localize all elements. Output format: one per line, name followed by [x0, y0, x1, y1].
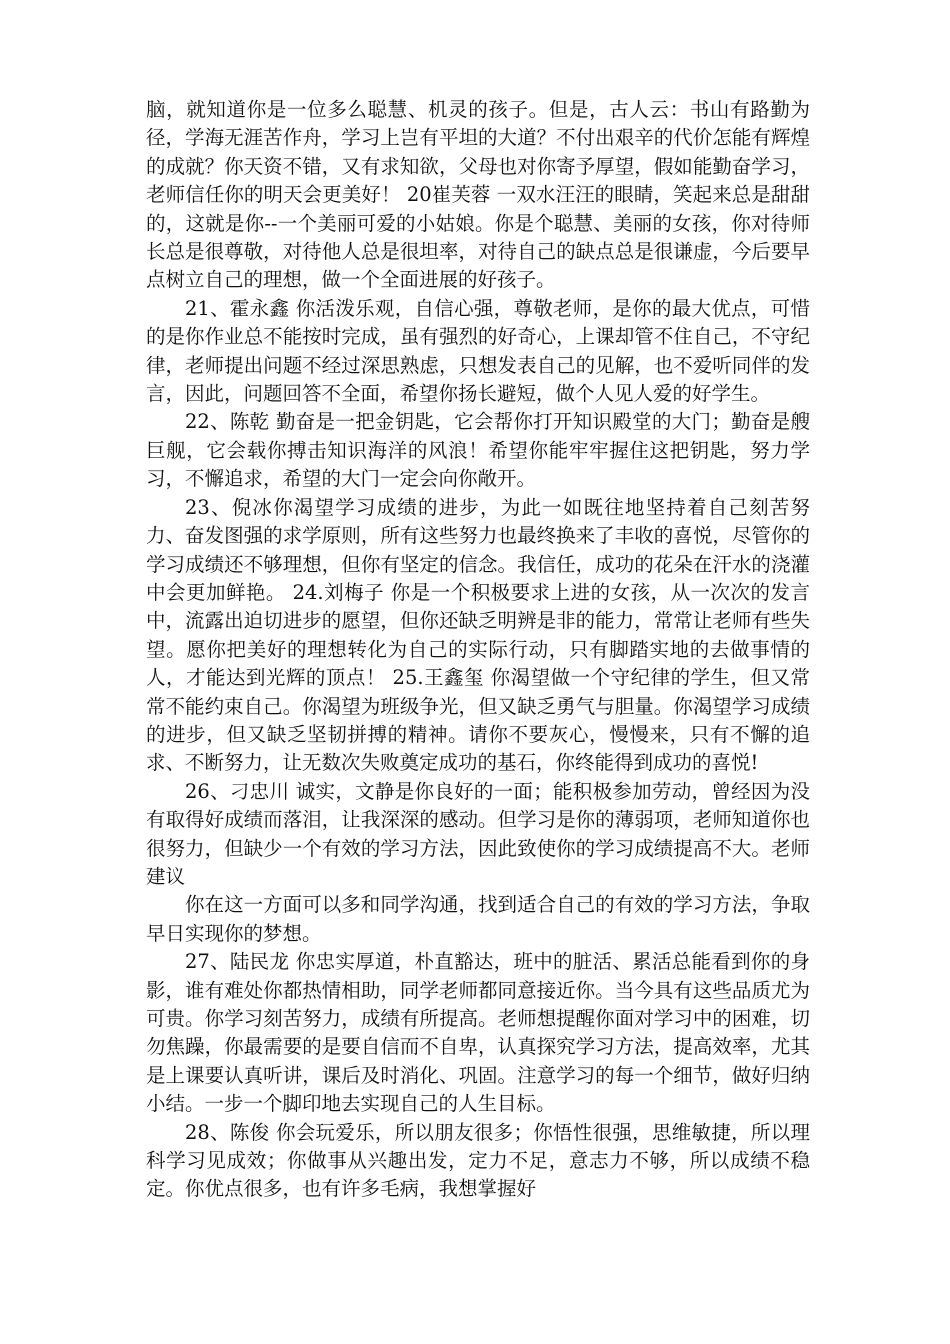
paragraph-7: 27、陆民龙 你忠实厚道，朴直豁达，班中的脏活、累活总能看到你的身影，谁有难处你都热情相助，同学老师都同意接近你。当今具有这些品质尤为可贵。你学习刻苦努力，成绩有所提高。老师想提醒你面对学习中的困难，切勿焦躁，你最需要的是要自信而不自卑，认真探究学习方法，提高效率，尤其是上课要认真听讲，课后及时消化、巩固。注意学习的每一个细节，做好归纳小结。一步一个脚印地去实现自己的人生目标。 [146, 950, 810, 1116]
paragraph-8: 28、陈俊 你会玩爱乐，所以朋友很多；你悟性很强，思维敏捷，所以理科学习见成效；你做事从兴趣出发，定力不足，意志力不够，所以成绩不稳定。你优点很多，也有许多毛病，我想掌握好 [146, 1120, 810, 1201]
document-page [146, 96, 810, 1204]
paragraph-2: 21、霍永鑫 你活泼乐观，自信心强，尊敬老师，是你的最大优点，可惜的是你作业总不能按时完成，虽有强烈的好奇心，上课却管不住自己，不守纪律，老师提出问题不经过深思熟虑，只想发表自己的见解，也不爱听同伴的发言，因此，问题回答不全面，希望你扬长避短，做个人见人爱的好学生。 [146, 296, 810, 406]
paragraph-5: 26、刁忠川 诚实，文静是你良好的一面；能积极参加劳动，曾经因为没有取得好成绩而落泪，让我深深的感动。但学习是你的薄弱项，老师知道你也很努力，但缺少一个有效的学习方法，因此致使你的学习成绩提高不大。老师建议 [146, 779, 810, 888]
paragraph-3: 22、陈乾 勤奋是一把金钥匙，它会帮你打开知识殿堂的大门；勤奋是艘巨舰，它会载你搏击知识海洋的风浪！希望你能牢牢握住这把钥匙，努力学习，不懈追求，希望的大门一定会向你敞开。 [146, 410, 810, 491]
paragraph-1: 脑，就知道你是一位多么聪慧、机灵的孩子。但是，古人云：书山有路勤为径，学海无涯苦作舟，学习上岂有平坦的大道？不付出艰辛的代价怎能有辉煌的成就？你天资不错，又有求知欲，父母也对你寄予厚望，假如能勤奋学习，老师信任你的明天会更美好！ 20崔芙蓉 一双水汪汪的眼睛，笑起来总是甜甜的，这就是你--一个美丽可爱的小姑娘。你是个聪慧、美丽的女孩，你对待师长总是很尊敬，对待他人总是很坦率，对待自己的缺点总是很谦虚，今后要早点树立自己的理想，做一个全面进展的好孩子。 [146, 98, 810, 292]
paragraph-6: 你在这一方面可以多和同学沟通，找到适合自己的有效的学习方法，争取早日实现你的梦想。 [146, 893, 810, 945]
paragraph-4: 23、倪冰你渴望学习成绩的进步，为此一如既往地坚持着自己刻苦努力、奋发图强的求学原则，所有这些努力也最终换来了丰收的喜悦，尽管你的学习成绩还不够理想，但你有坚定的信念。我信任，成功的花朵在汗水的浇灌中会更加鲜艳。 24.刘梅子 你是一个积极要求上进的女孩，从一次次的发言中，流露出迫切进步的愿望，但你还缺乏明辨是非的能力，常常让老师有些失望。愿你把美好的理想转化为自己的实际行动，只有脚踏实地的去做事情的人，才能达到光辉的顶点！ 25.王鑫玺 你渴望做一个守纪律的学生，但又常常不能约束自己。你渴望为班级争光，但又缺乏勇气与胆量。你渴望学习成绩的进步，但又缺乏坚韧拼搏的精神。请你不要灰心，慢慢来，只有不懈的追求、不断努力，让无数次失败奠定成功的基石，你终能得到成功的喜悦! [146, 495, 810, 775]
